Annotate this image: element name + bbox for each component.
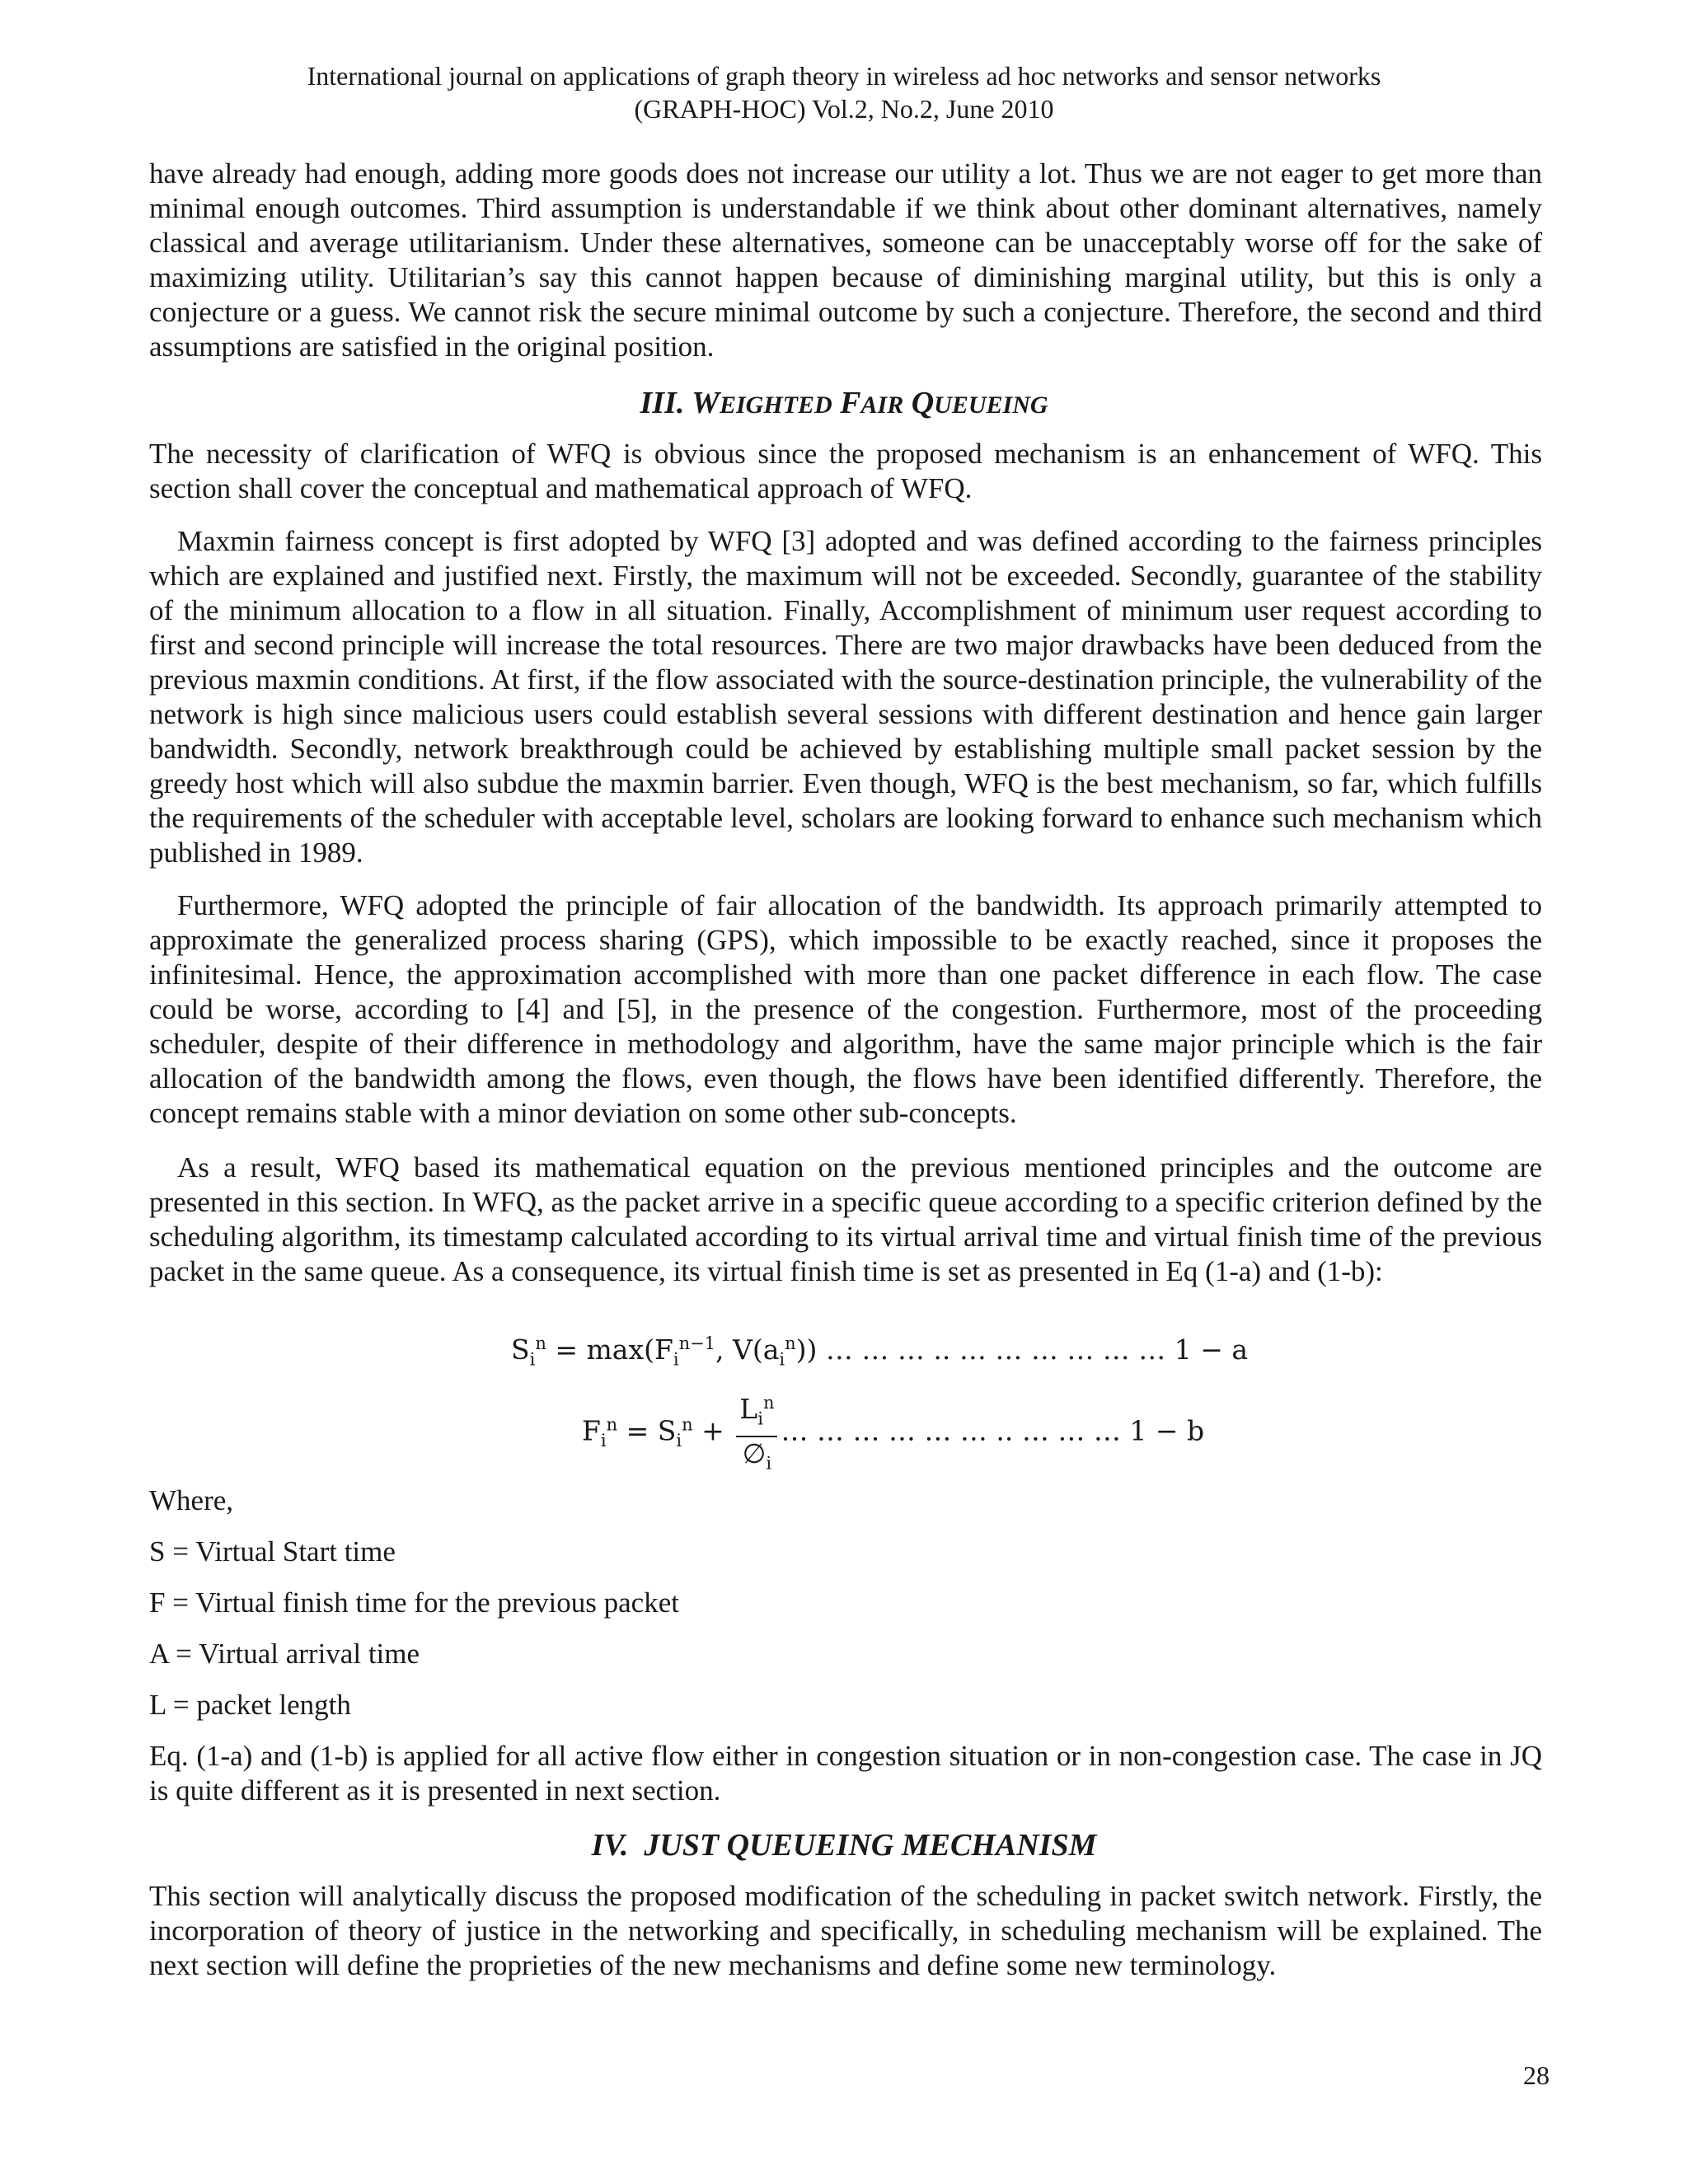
definition-l: L = packet length [149, 1689, 351, 1721]
definition-s: S = Virtual Start time [149, 1535, 396, 1568]
section-4-title: IV. JUST QUEUEING MECHANISM [591, 1828, 1097, 1863]
section-3-word-1: WEIGHTED [692, 386, 832, 420]
closing-paragraph: Eq. (1-a) and (1-b) is applied for all active flow either in congestion situation or in non-congestion case. The case in JQ is quite different as it is presented in next section. [149, 1740, 1542, 1807]
section-4-paragraph: This section will analytically discuss the proposed modification of the scheduling in packet switch network. Firstly, the incorporation of theory of justice in the networking and specifically, in scheduling mechanism will be explained. The next section will define the proprieties of the new mechanisms and define some new terminology. [149, 1880, 1542, 1981]
section-3-number: III. [640, 386, 685, 420]
journal-header-line2: (GRAPH-HOC) Vol.2, No.2, June 2010 [634, 94, 1054, 124]
section-3-paragraph-2: Maxmin fairness concept is first adopted by WFQ [3] adopted and was defined according to the fairness principles which are explained and justified next. Firstly, the maximum will not be exceeded. Secondly, guarantee of the stability of the minimum allocation to a flow in all situation. Finally, Accomplishment of minimum user request according to first and second principle will increase the total resources. There are two major drawbacks have been deduced from the previous maxmin conditions. At first, if the flow associated with the source-destination principle, the vulnerability of the network is high since malicious users could establish several sessions with different destination and hence gain larger bandwidth. Secondly, network breakthrough could be achieved by establishing multiple small packet session by the greedy host which will also subdue the maxmin barrier. Even though, WFQ is the best mechanism, so far, which fulfills the requirements of the scheduler with acceptable level, scholars are looking forward to enhance such mechanism which published in 1989. [149, 525, 1542, 869]
page-number: 28 [1523, 2060, 1550, 2090]
section-3-paragraph-4: As a result, WFQ based its mathematical equation on the previous mentioned principles and the outcome are presented in this section. In WFQ, as the packet arrive in a specific queue according to a specific criterion defined by the scheduling algorithm, its timestamp calculated according to its virtual arrival time and virtual finish time of the previous packet in the same queue. As a consequence, its virtual finish time is set as presented in Eq (1-a) and (1-b): [149, 1151, 1542, 1287]
section-3-title [0, 384, 1688, 424]
intro-paragraph: have already had enough, adding more goods does not increase our utility a lot. Thus we are not eager to get more than minimal enough outcomes. Third assumption is understandable if we think about other dominant alternatives, namely classical and average utilitarianism. Under these alternatives, someone can be unacceptably worse off for the sake of maximizing utility. Utilitarian’s say this cannot happen because of diminishing marginal utility, but this is only a conjecture or a guess. We cannot risk the secure minimal outcome by such a conjecture. Therefore, the second and third assumptions are satisfied in the original position. [149, 157, 1542, 363]
section-3-word-3: QUEUEING [911, 386, 1048, 420]
definition-a: A = Virtual arrival time [149, 1638, 420, 1670]
equation-1a: $S_i^n = \max(F_i^{n-1}$, $V(a_i^n)$) … … … .. … … … … … … 1 − a [511, 1333, 1249, 1370]
section-3-paragraph-3: Furthermore, WFQ adopted the principle of fair allocation of the bandwidth. Its approach primarily attempted to approximate the generalized process sharing (GPS), which impossible to be exactly reached, since it proposes the infinitesimal. Hence, the approximation accomplished with more than one packet difference in each flow. The case could be worse, according to [4] and [5], in the presence of the congestion. Furthermore, most of the proceeding scheduler, despite of their difference in methodology and algorithm, have the same major principle which is the fair allocation of the bandwidth among the flows, even though, the flows have been identified differently. Therefore, the concept remains stable with a minor deviation on some other sub-concepts. [149, 889, 1542, 1129]
section-3-paragraph-1: The necessity of clarification of WFQ is obvious since the proposed mechanism is an enhancement of WFQ. This section shall cover the conceptual and mathematical approach of WFQ. [149, 438, 1542, 504]
where-label: Where, [149, 1484, 234, 1516]
section-3-word-2: FAIR [840, 386, 904, 420]
definition-f: F = Virtual finish time for the previous packet [149, 1586, 679, 1619]
journal-header-line1: International journal on applications of graph theory in wireless ad hoc networks and sensor networks [307, 61, 1381, 91]
equation-1b: $F_i^n = S_i^n$ + $\frac{L_i^n}{\emptyset_i}$ … … … … … … .. … … … 1 − b [582, 1386, 1204, 1479]
equation-1b-fraction: $\frac{L_i^n}{\emptyset_i}$ [736, 1386, 777, 1479]
